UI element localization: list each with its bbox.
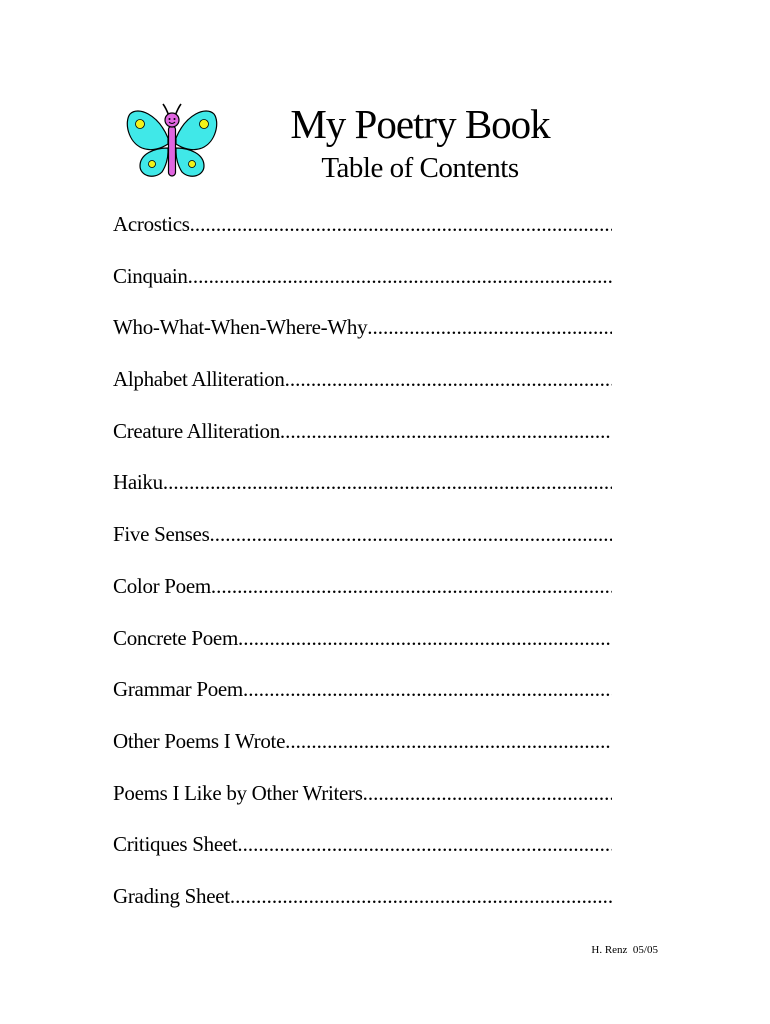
toc-entry [113, 826, 612, 878]
toc-entry-label: Grading Sheet [113, 883, 230, 908]
toc-entry [113, 413, 612, 465]
toc-entry [113, 878, 612, 930]
toc-dot-leader [188, 258, 612, 294]
toc-dot-leader [363, 775, 612, 811]
toc-entry-label: Alphabet Alliteration [113, 367, 285, 392]
toc-dot-leader [243, 671, 612, 707]
butterfly-icon [124, 102, 220, 182]
toc-entry [113, 775, 612, 827]
toc-entry-label: Acrostics [113, 212, 190, 236]
toc-entry [113, 620, 612, 672]
toc-entry-label: Who-What-When-Where-Why [113, 315, 368, 340]
toc-entry-label: Color Poem [113, 573, 211, 598]
toc-dot-leader [285, 723, 612, 759]
document-title: My Poetry Book [290, 101, 550, 147]
toc-dot-leader [209, 516, 612, 552]
toc-dot-leader [280, 413, 612, 449]
toc-entry-label: Grammar Poem [113, 677, 243, 702]
toc-entry-label: Creature Alliteration [113, 418, 280, 443]
toc-dot-leader [190, 206, 612, 242]
toc-entry [113, 258, 612, 310]
toc-entry [113, 309, 612, 361]
toc-entry-label: Poems I Like by Other Writers [113, 780, 363, 805]
toc-entry-label: Other Poems I Wrote [113, 728, 286, 753]
toc-entry [113, 568, 612, 620]
toc-dot-leader [163, 464, 612, 500]
toc-entry-label: Critiques Sheet [113, 832, 238, 857]
toc-entry-label: Haiku [113, 470, 163, 495]
toc-dot-leader [230, 878, 612, 914]
toc-dot-leader [211, 568, 612, 604]
toc-entry [113, 361, 612, 413]
document-subtitle: Table of Contents [321, 152, 519, 184]
toc-entry [113, 671, 612, 723]
toc-dot-leader [237, 826, 612, 862]
table-of-contents [113, 206, 612, 930]
footer-author-date: H. Renz 05/05 [591, 944, 658, 956]
toc-dot-leader [285, 361, 612, 397]
toc-dot-leader [367, 309, 612, 345]
toc-entry-label: Cinquain [113, 263, 188, 288]
toc-entry-label: Concrete Poem [113, 625, 238, 650]
toc-entry [113, 206, 612, 258]
toc-dot-leader [238, 620, 612, 656]
toc-entry [113, 464, 612, 516]
toc-entry-label: Five Senses [113, 522, 210, 547]
toc-entry [113, 723, 612, 775]
toc-entry [113, 516, 612, 568]
